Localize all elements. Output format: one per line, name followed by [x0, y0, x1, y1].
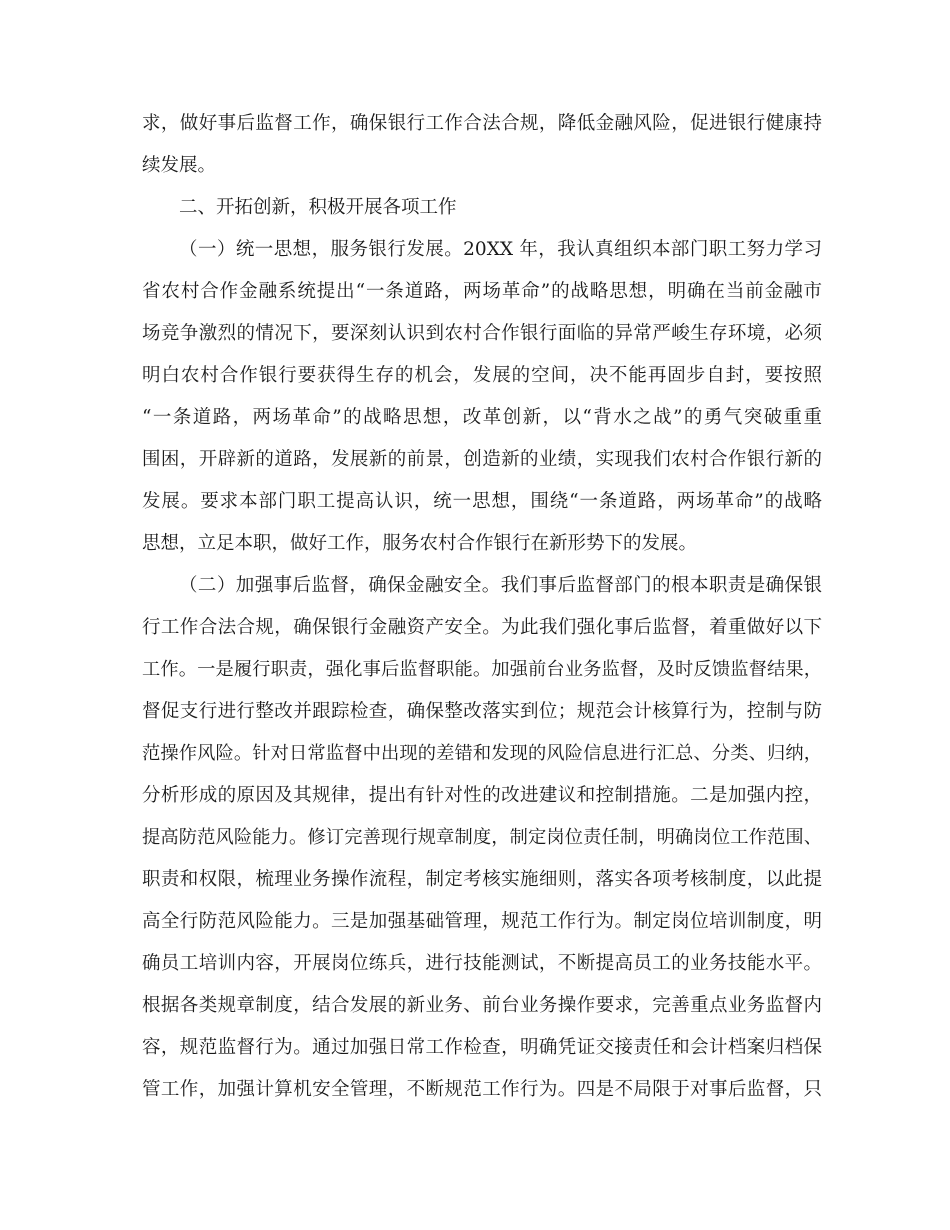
text-line: 确员工培训内容，开展岗位练兵，进行技能测试，不断提高员工的业务技能水平。	[142, 953, 822, 974]
text-line: 提高防范风险能力。修订完善现行规章制度，制定岗位责任制，明确岗位工作范围、	[142, 827, 822, 848]
paragraph-first-line: （一）统一思想，服务银行发展。20XX 年，我认真组织本部门职工努力学习	[179, 239, 822, 260]
text-line: 管工作，加强计算机安全管理，不断规范工作行为。四是不局限于对事后监督，只	[142, 1079, 822, 1100]
text-line: 省农村合作金融系统提出“一条道路，两场革命”的战略思想，明确在当前金融市	[142, 281, 822, 302]
text-line: 高全行防范风险能力。三是加强基础管理，规范工作行为。制定岗位培训制度，明	[142, 911, 822, 932]
section-heading: 二、开拓创新，积极开展各项工作	[179, 197, 457, 218]
text-line: 分析形成的原因及其规律，提出有针对性的改进建议和控制措施。二是加强内控，	[142, 785, 822, 806]
text-line: 求，做好事后监督工作，确保银行工作合法合规，降低金融风险，促进银行健康持	[142, 113, 822, 134]
document-body	[142, 103, 822, 1111]
text-line: 职责和权限，梳理业务操作流程，制定考核实施细则，落实各项考核制度，以此提	[142, 869, 822, 890]
text-line: 根据各类规章制度，结合发展的新业务、前台业务操作要求，完善重点业务监督内	[142, 995, 822, 1016]
text-line: 续发展。	[142, 155, 217, 176]
text-line: “一条道路，两场革命”的战略思想，改革创新，以“背水之战”的勇气突破重重	[142, 407, 822, 428]
text-line: 围困，开辟新的道路，发展新的前景，创造新的业绩，实现我们农村合作银行新的	[142, 449, 822, 470]
text-line: 范操作风险。针对日常监督中出现的差错和发现的风险信息进行汇总、分类、归纳，	[142, 743, 822, 764]
text-line: 督促支行进行整改并跟踪检查，确保整改落实到位；规范会计核算行为，控制与防	[142, 701, 822, 722]
text-line: 发展。要求本部门职工提高认识，统一思想，围绕“一条道路，两场革命”的战略	[142, 491, 822, 512]
text-line: 明白农村合作银行要获得生存的机会，发展的空间，决不能再固步自封，要按照	[142, 365, 822, 386]
text-line: 工作。一是履行职责，强化事后监督职能。加强前台业务监督，及时反馈监督结果，	[142, 659, 822, 680]
text-line: 行工作合法合规，确保银行金融资产安全。为此我们强化事后监督，着重做好以下	[142, 617, 822, 638]
text-line: 思想，立足本职，做好工作，服务农村合作银行在新形势下的发展。	[142, 533, 698, 554]
paragraph-first-line: （二）加强事后监督，确保金融安全。我们事后监督部门的根本职责是确保银	[179, 575, 822, 596]
text-line: 容，规范监督行为。通过加强日常工作检查，明确凭证交接责任和会计档案归档保	[142, 1037, 822, 1058]
text-line: 场竞争激烈的情况下，要深刻认识到农村合作银行面临的异常严峻生存环境，必须	[142, 323, 822, 344]
